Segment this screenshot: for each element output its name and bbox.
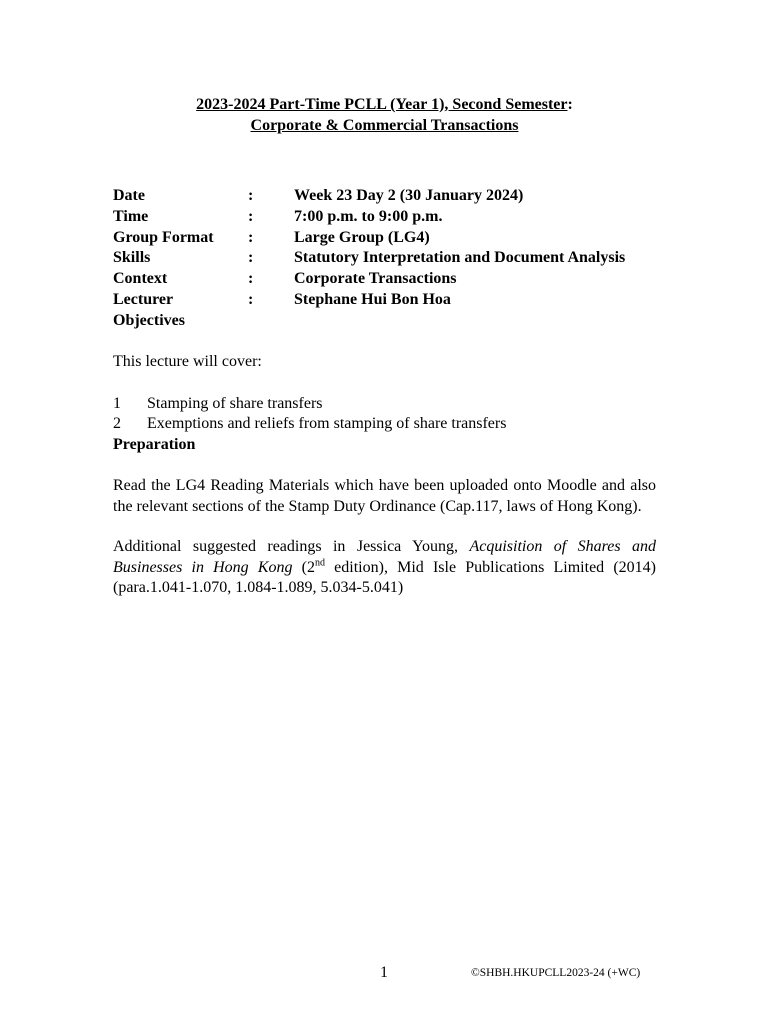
book-title: Acquisition of Shares and Businesses in Hong Kong	[113, 538, 656, 576]
info-value: Corporate Transactions	[294, 270, 457, 288]
title-colon: :	[567, 96, 573, 113]
list-item-number: 1	[113, 394, 121, 412]
readings-details: edition), Mid Isle Publications Limited (2014) (para.1.041-1.070, 1.084-1.089, 5.034-5.041)	[113, 558, 656, 597]
title-semester: 2023-2024 Part-Time PCLL (Year 1), Second Semester	[196, 96, 568, 113]
info-row-lecturer	[113, 290, 625, 311]
preparation-heading: Preparation	[113, 435, 196, 453]
info-row-skills	[113, 248, 625, 269]
info-row-time	[113, 207, 625, 228]
preparation-paragraph-2	[113, 537, 656, 599]
edition-superscript: nd	[315, 557, 326, 569]
info-colon: :	[248, 249, 254, 267]
info-label: Lecturer	[113, 290, 174, 308]
list-item	[113, 394, 656, 415]
objectives-intro: This lecture will cover:	[113, 353, 262, 371]
info-label: Group Format	[113, 228, 214, 246]
info-row-date	[113, 186, 625, 207]
footer-copyright: ©SHBH.HKUPCLL2023-24 (+WC)	[471, 967, 641, 979]
session-info-table	[113, 186, 625, 311]
info-colon: :	[248, 228, 254, 246]
info-label: Time	[113, 207, 149, 225]
title-line-1	[113, 95, 656, 116]
info-row-context	[113, 269, 625, 290]
info-value: Stephane Hui Bon Hoa	[294, 290, 451, 308]
info-colon: :	[248, 290, 254, 308]
info-value: Statutory Interpretation and Document Analysis	[294, 249, 626, 267]
info-value: Large Group (LG4)	[294, 228, 430, 246]
info-label: Context	[113, 270, 168, 288]
edition-number: (2	[292, 558, 316, 576]
info-colon: :	[248, 270, 254, 288]
info-colon: :	[248, 207, 254, 225]
info-label: Skills	[113, 249, 151, 267]
title-course: Corporate & Commercial Transactions	[250, 116, 519, 134]
info-value: Week 23 Day 2 (30 January 2024)	[294, 187, 524, 204]
document-title	[113, 95, 656, 136]
page-number: 1	[380, 964, 388, 981]
list-item	[113, 414, 656, 435]
document-page	[113, 95, 656, 599]
info-colon: :	[248, 187, 254, 204]
info-value: 7:00 p.m. to 9:00 p.m.	[294, 207, 443, 225]
preparation-paragraph-1: Read the LG4 Reading Materials which have been uploaded onto Moodle and also the relevant sections of the Stamp Duty Ordinance (Cap.117, laws of Hong Kong).	[113, 477, 656, 515]
list-item-number: 2	[113, 415, 121, 433]
readings-intro: Additional suggested readings in Jessica Young,	[113, 538, 470, 556]
list-item-text: Stamping of share transfers	[147, 394, 323, 412]
info-label: Date	[113, 187, 145, 204]
list-item-text: Exemptions and reliefs from stamping of share transfers	[147, 415, 507, 433]
info-row-group-format	[113, 228, 625, 249]
objectives-list	[113, 394, 656, 435]
objectives-heading: Objectives	[113, 311, 185, 329]
